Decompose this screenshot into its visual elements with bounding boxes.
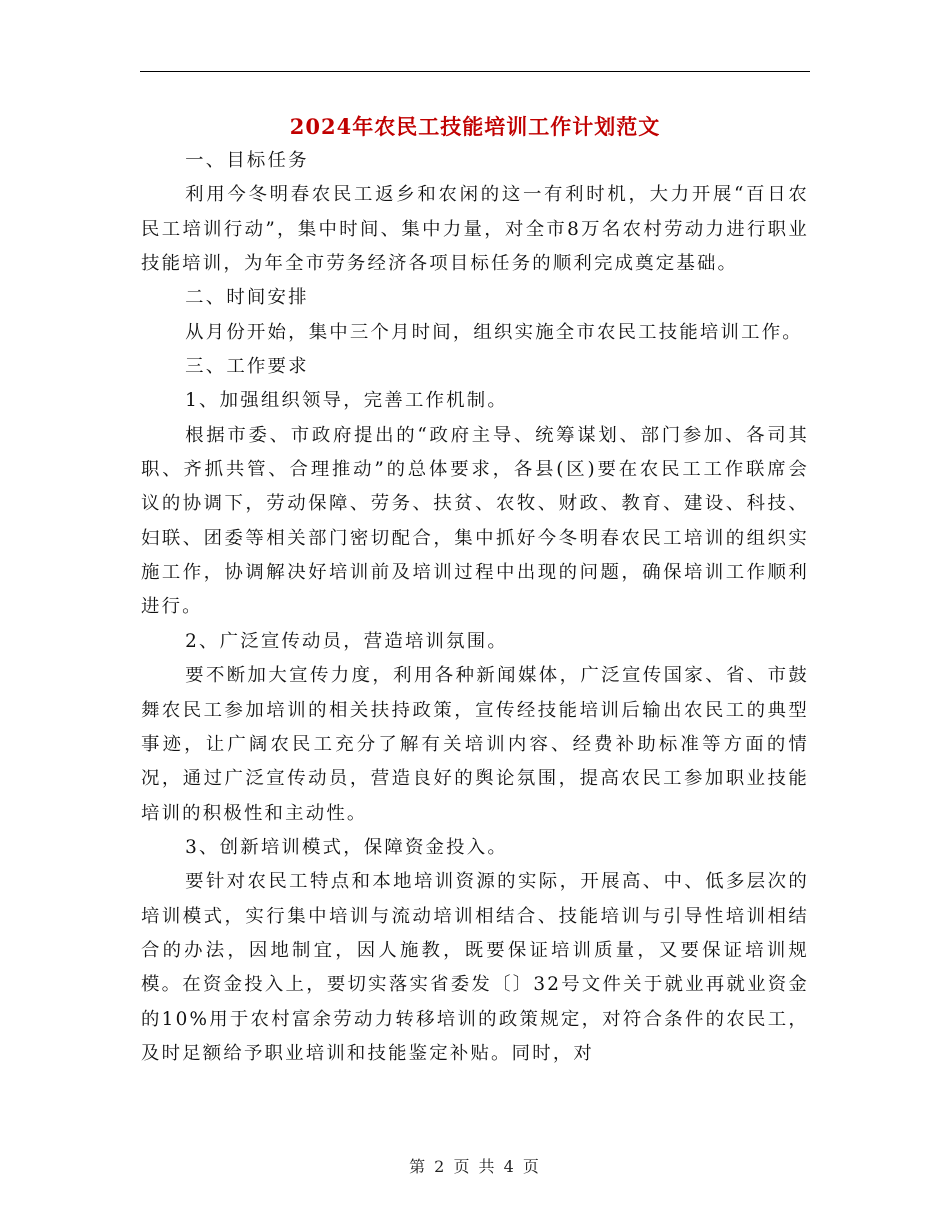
paragraph-training-model: 要针对农民工特点和本地培训资源的实际，开展高、中、低多层次的培训模式，实行集中培训与流动培训相结合、技能培训与引导性培训相结合的办法，因地制宜，因人施教，既要保证培训质量，又要保证培训规模。在资金投入上，要切实落实省委发〔〕32号文件关于就业再就业资金的10%用于农村富余劳动力转移培训的政策规定，对符合条件的农民工，及时足额给予职业培训和技能鉴定补贴。同时，对 xyxy=(141,871,809,1064)
paragraph-goals: 利用今冬明春农民工返乡和农闲的这一有利时机，大力开展“百日农民工培训行动”，集中时间、集中力量，对全市8万名农村劳动力进行职业技能培训，为年全市劳务经济各项目标任务的顺利完成奠定基础。 xyxy=(141,184,809,275)
subheading-training-model: 3、创新培训模式，保障资金投入。 xyxy=(185,836,508,858)
heading-requirements: 三、工作要求 xyxy=(185,356,309,378)
subheading-publicity: 2、广泛宣传动员，营造培训氛围。 xyxy=(185,630,508,652)
heading-goals: 一、目标任务 xyxy=(185,150,309,171)
subheading-organization: 1、加强组织领导，完善工作机制。 xyxy=(185,390,508,412)
heading-schedule: 二、时间安排 xyxy=(185,287,309,309)
page-number-footer: 第 2 页 共 4 页 xyxy=(409,1157,541,1176)
document-title: 2024年农民工技能培训工作计划范文 xyxy=(289,114,661,139)
paragraph-schedule: 从月份开始，集中三个月时间，组织实施全市农民工技能培训工作。 xyxy=(185,321,803,343)
document-body xyxy=(141,144,809,1071)
paragraph-publicity: 要不断加大宣传力度，利用各种新闻媒体，广泛宣传国家、省、市鼓舞农民工参加培训的相关扶持政策，宣传经技能培训后输出农民工的典型事迹，让广阔农民工充分了解有关培训内容、经费补助标准等方面的情况，通过广泛宣传动员，营造良好的舆论氛围，提高农民工参加职业技能培训的积极性和主动性。 xyxy=(141,665,809,824)
header-rule xyxy=(140,71,810,72)
paragraph-organization: 根据市委、市政府提出的“政府主导、统筹谋划、部门参加、各司其职、齐抓共管、合理推动”的总体要求，各县(区)要在农民工工作联席会议的协调下，劳动保障、劳务、扶贫、农牧、财政、教育、建设、科技、妇联、团委等相关部门密切配合，集中抓好今冬明春农民工培训的组织实施工作，协调解决好培训前及培训过程中出现的问题，确保培训工作顺利进行。 xyxy=(141,424,809,618)
